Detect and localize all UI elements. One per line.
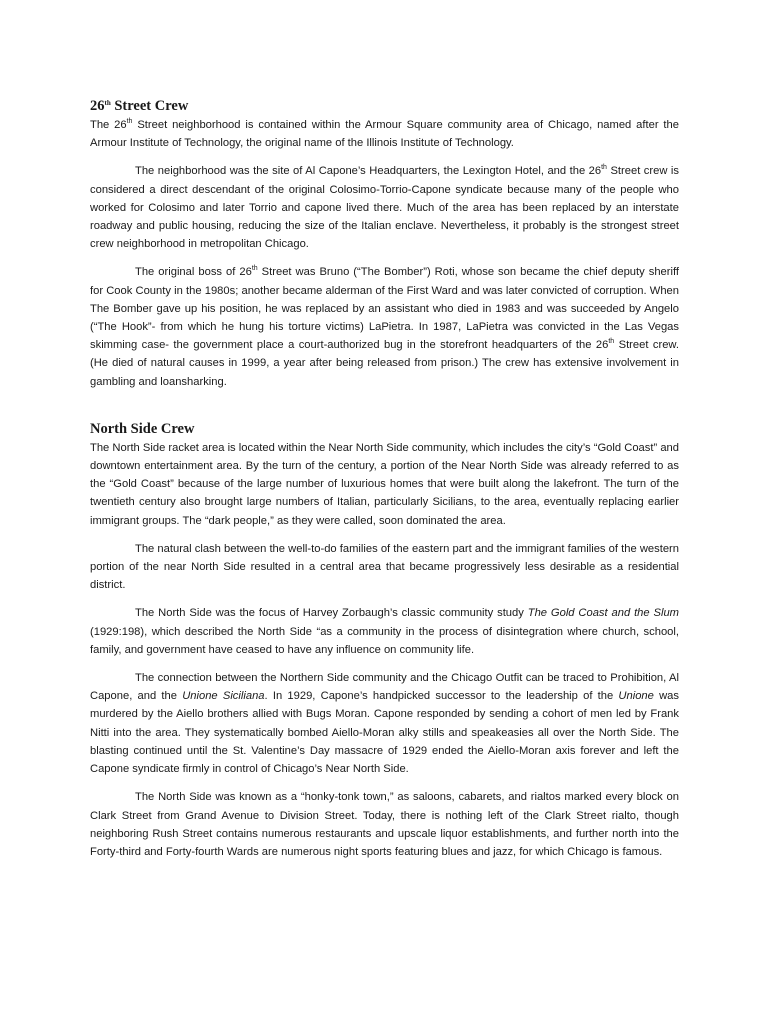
section-heading-26th-street-crew bbox=[90, 96, 679, 116]
heading-text: 26 bbox=[90, 98, 105, 114]
paragraph: The North Side racket area is located within the Near North Side community, which includes the city’s “Gold Coast” and downtown entertainment area. By the turn of the century, a portion of the Near North Side was already referred to as the “Gold Coast” because of the large number of luxurious homes that were built along the lakefront. The turn of the twentieth century also brought large numbers of Italian, particularly Sicilians, to the area, eventually replacing earlier immigrant groups. The “dark people,” as they were called, soon dominated the area. bbox=[90, 441, 679, 527]
superscript: th bbox=[251, 265, 258, 273]
paragraph-text: The neighborhood was the site of Al Capone’s Headquarters, the Lexington Hotel, and the 26 bbox=[135, 165, 602, 178]
paragraph-text: The North Side was the focus of Harvey Zorbaugh’s classic community study bbox=[135, 607, 528, 620]
document-page bbox=[90, 96, 679, 861]
paragraph bbox=[90, 669, 679, 778]
italic-term: Unione bbox=[618, 690, 654, 703]
heading-superscript: th bbox=[104, 99, 111, 107]
superscript: th bbox=[601, 164, 607, 172]
paragraph-text: . In 1929, Capone’s handpicked successor to the leadership of the bbox=[264, 690, 619, 703]
paragraph bbox=[90, 162, 679, 253]
italic-term: Unione Siciliana bbox=[182, 690, 265, 703]
paragraph: The North Side was known as a “honky-tonk town,” as saloons, cabarets, and rialtos marked every block on Clark Street from Grand Avenue to Division Street. Today, there is nothing left of the Clark Street rialto, though neighboring Rush Street contains numerous restaurants and upscale liquor establishments, and further north into the Forty-third and Forty-fourth Wards are numerous night sports featuring blues and jazz, for which Chicago is famous. bbox=[90, 791, 679, 858]
superscript: th bbox=[126, 118, 133, 125]
paragraph-text: The 26 bbox=[90, 119, 127, 131]
superscript: th bbox=[608, 338, 615, 346]
paragraph-text: The original boss of 26 bbox=[135, 266, 252, 279]
paragraph-text: was murdered by the Aiello brothers allied with Bugs Moran. Capone responded by sending a cohort of men led by Frank Nitti into the area. They systematically bombed Aiello-Moran alky stills and speakeasies all over the North Side. The blasting continued until the St. Valentine’s Day massacre of 1929 ended the Aiello-Moran axis forever and left the Capone syndicate firmly in control of Chicago’s Near North Side. bbox=[90, 690, 679, 776]
paragraph-text: Street crew. (He died of natural causes in 1999, a year after being released from prison.) The crew has extensive involvement in gambling and loansharking. bbox=[90, 339, 679, 388]
paragraph bbox=[90, 604, 679, 659]
paragraph bbox=[90, 116, 679, 152]
paragraph-text: Street neighborhood is contained within the Armour Square community area of Chicago, named after the Armour Institute of Technology, the original name of the Illinois Institute of Technology. bbox=[90, 119, 679, 150]
section-heading-north-side-crew: North Side Crew bbox=[90, 420, 195, 437]
paragraph bbox=[90, 263, 679, 390]
paragraph-text: Street crew is considered a direct descendant of the original Colosimo-Torrio-Capone syndicate because many of the people who worked for Colosimo and later Torrio and capone lived there. Much of the area has been replaced by an interstate roadway and public housing, reducing the size of the Italian enclave. Nevertheless, it probably is the strongest street crew neighborhood in metropolitan Chicago. bbox=[90, 165, 679, 251]
book-title: The Gold Coast and the Slum bbox=[527, 607, 679, 620]
paragraph: The natural clash between the well-to-do families of the eastern part and the immigrant families of the western portion of the near North Side resulted in a central area that became progressively less desirable as a residential district. bbox=[90, 542, 679, 592]
heading-text-rest: Street Crew bbox=[110, 98, 189, 114]
paragraph-text: Street was Bruno (“The Bomber”) Roti, whose son became the chief deputy sheriff for Cook County in the 1980s; another became alderman of the First Ward and was later convicted of corruption. When The Bomber gave up his position, he was replaced by an assistant who died in 1983 and was succeeded by Angelo (“The Hook”- from which he hung his torture victims) LaPietra. In 1987, LaPietra was convicted in the Las Vegas skimming case- the government place a court-authorized bug in the storefront headquarters of the 26 bbox=[90, 266, 679, 352]
paragraph-text: (1929:198), which described the North Side “as a community in the process of disintegration where church, school, family, and government have ceased to have any influence on community life. bbox=[90, 625, 679, 656]
paragraph-text: The connection between the Northern Side community and the Chicago Outfit can be traced to Prohibition, Al Capone, and the bbox=[90, 672, 679, 703]
